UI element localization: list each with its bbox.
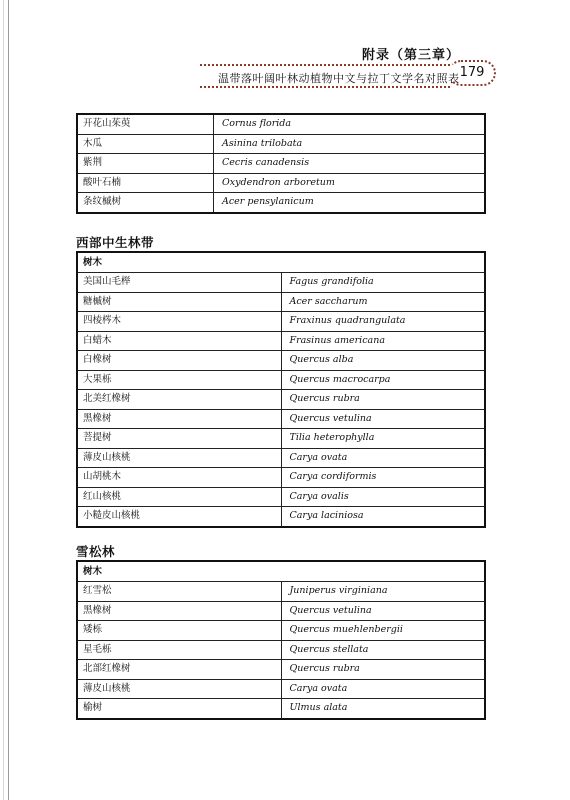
table-row bbox=[77, 679, 485, 699]
latin-name-cell: Frasinus americana bbox=[281, 331, 485, 351]
latin-name-cell: Carya ovalis bbox=[281, 487, 485, 507]
chinese-name-cell: 糖槭树 bbox=[77, 292, 281, 312]
page-header bbox=[0, 0, 570, 100]
group-label: 树木 bbox=[77, 561, 485, 582]
chinese-name-cell: 白橡树 bbox=[77, 351, 281, 371]
table-row bbox=[77, 351, 485, 371]
latin-name-cell: Quercus rubra bbox=[281, 660, 485, 680]
species-table-top bbox=[76, 113, 486, 214]
group-label: 树木 bbox=[77, 252, 485, 273]
chapter-title: 附录（第三章） bbox=[361, 48, 460, 63]
chinese-name-cell: 榆树 bbox=[77, 699, 281, 719]
table-row bbox=[77, 134, 485, 154]
table-subtitle: 温带落叶阔叶林动植物中文与拉丁文学名对照表 bbox=[218, 72, 460, 85]
latin-name-cell: Carya cordiformis bbox=[281, 468, 485, 488]
species-table-cedar bbox=[76, 560, 486, 720]
table-row bbox=[77, 193, 485, 213]
section-title-west: 西部中生林带 bbox=[76, 235, 155, 250]
table-row bbox=[77, 114, 485, 134]
table-row bbox=[77, 448, 485, 468]
latin-name-cell: Acer pensylanicum bbox=[214, 193, 486, 213]
latin-name-cell: Fraxinus quadrangulata bbox=[281, 312, 485, 332]
latin-name-cell: Cecris canadensis bbox=[214, 154, 486, 174]
table-row bbox=[77, 173, 485, 193]
chinese-name-cell: 红山核桃 bbox=[77, 487, 281, 507]
page-number: 179 bbox=[448, 60, 496, 86]
table-row bbox=[77, 699, 485, 719]
latin-name-cell: Quercus macrocarpa bbox=[281, 370, 485, 390]
table-row bbox=[77, 660, 485, 680]
table-row bbox=[77, 312, 485, 332]
header-dotted-rule-bottom bbox=[200, 86, 450, 88]
chinese-name-cell: 北美红橡树 bbox=[77, 390, 281, 410]
chinese-name-cell: 小糙皮山核桃 bbox=[77, 507, 281, 527]
latin-name-cell: Juniperus virginiana bbox=[281, 582, 485, 602]
table-row bbox=[77, 370, 485, 390]
table-row bbox=[77, 390, 485, 410]
latin-name-cell: Quercus vetulina bbox=[281, 409, 485, 429]
table-row bbox=[77, 292, 485, 312]
chinese-name-cell: 北部红橡树 bbox=[77, 660, 281, 680]
latin-name-cell: Fagus grandifolia bbox=[281, 273, 485, 293]
latin-name-cell: Quercus muehlenbergii bbox=[281, 621, 485, 641]
section-title-cedar: 雪松林 bbox=[76, 544, 116, 559]
chinese-name-cell: 四棱梣木 bbox=[77, 312, 281, 332]
chinese-name-cell: 大果栎 bbox=[77, 370, 281, 390]
chinese-name-cell: 酸叶石楠 bbox=[77, 173, 214, 193]
table-row bbox=[77, 582, 485, 602]
table-row bbox=[77, 468, 485, 488]
table-row bbox=[77, 273, 485, 293]
latin-name-cell: Cornus florida bbox=[214, 114, 486, 134]
table-row bbox=[77, 507, 485, 527]
chinese-name-cell: 黑橡树 bbox=[77, 601, 281, 621]
latin-name-cell: Carya ovata bbox=[281, 448, 485, 468]
chinese-name-cell: 星毛栎 bbox=[77, 640, 281, 660]
latin-name-cell: Carya ovata bbox=[281, 679, 485, 699]
latin-name-cell: Tilia heterophylla bbox=[281, 429, 485, 449]
table-row bbox=[77, 154, 485, 174]
table-cedar-block bbox=[76, 560, 486, 720]
latin-name-cell: Oxydendron arboretum bbox=[214, 173, 486, 193]
table-top-block bbox=[76, 113, 486, 214]
page-margin-line bbox=[8, 0, 9, 800]
chinese-name-cell: 开花山茱萸 bbox=[77, 114, 214, 134]
latin-name-cell: Acer saccharum bbox=[281, 292, 485, 312]
header-dotted-rule-top bbox=[200, 64, 450, 66]
table-row bbox=[77, 601, 485, 621]
chinese-name-cell: 山胡桃木 bbox=[77, 468, 281, 488]
table-row bbox=[77, 640, 485, 660]
chinese-name-cell: 紫荆 bbox=[77, 154, 214, 174]
group-header-row bbox=[77, 561, 485, 582]
latin-name-cell: Ulmus alata bbox=[281, 699, 485, 719]
chinese-name-cell: 木瓜 bbox=[77, 134, 214, 154]
species-table-west bbox=[76, 251, 486, 528]
chinese-name-cell: 菩提树 bbox=[77, 429, 281, 449]
latin-name-cell: Quercus rubra bbox=[281, 390, 485, 410]
group-header-row bbox=[77, 252, 485, 273]
table-row bbox=[77, 621, 485, 641]
chinese-name-cell: 黑橡树 bbox=[77, 409, 281, 429]
chinese-name-cell: 白蜡木 bbox=[77, 331, 281, 351]
chinese-name-cell: 薄皮山核桃 bbox=[77, 448, 281, 468]
table-west-block bbox=[76, 251, 486, 528]
chinese-name-cell: 薄皮山核桃 bbox=[77, 679, 281, 699]
latin-name-cell: Asinina trilobata bbox=[214, 134, 486, 154]
table-row bbox=[77, 429, 485, 449]
table-row bbox=[77, 487, 485, 507]
chinese-name-cell: 红雪松 bbox=[77, 582, 281, 602]
page-edge-line bbox=[3, 0, 4, 800]
latin-name-cell: Carya laciniosa bbox=[281, 507, 485, 527]
latin-name-cell: Quercus alba bbox=[281, 351, 485, 371]
table-row bbox=[77, 331, 485, 351]
chinese-name-cell: 美国山毛榉 bbox=[77, 273, 281, 293]
table-row bbox=[77, 409, 485, 429]
latin-name-cell: Quercus stellata bbox=[281, 640, 485, 660]
chinese-name-cell: 矮栎 bbox=[77, 621, 281, 641]
chinese-name-cell: 条纹槭树 bbox=[77, 193, 214, 213]
latin-name-cell: Quercus vetulina bbox=[281, 601, 485, 621]
